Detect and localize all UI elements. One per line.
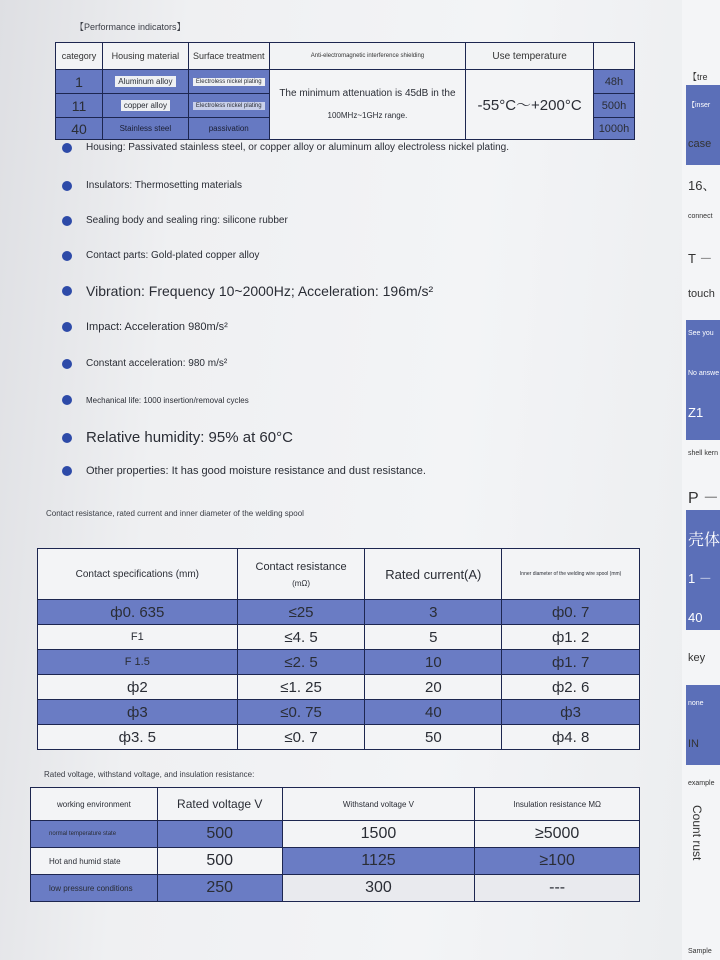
adjacent-band [686,685,720,765]
bullet-dot-icon [62,359,72,369]
cell-shielding: The minimum attenuation is 45dB in the 100MHz~1GHz range. [269,70,466,140]
cell-rated: 250 [157,875,282,902]
bullet-humidity: Relative humidity: 95% at 60°C [62,429,293,446]
cell-category: 11 [56,94,103,118]
bullet-impact: Impact: Acceleration 980m/s² [62,321,228,333]
cell-current: 3 [365,600,502,625]
cell-category: 40 [56,118,103,140]
header-diameter: Inner diameter of the welding wire spool (mm) [502,549,640,600]
contact-title: Contact resistance, rated current and inner diameter of the welding spool [46,509,304,518]
adjacent-text: T － [688,251,713,266]
adjacent-text: example [688,780,715,787]
table-row [38,675,640,700]
table-row [38,725,640,750]
header-housing: Housing material [102,43,188,70]
cell-insulation: --- [475,875,640,902]
cell-diameter: ф4. 8 [502,725,640,750]
cell-spec: ф0. 635 [38,600,238,625]
table-row [31,875,640,902]
cell-resistance: ≤25 [237,600,365,625]
header-withstand: Withstand voltage V [282,788,475,821]
bullet-dot-icon [62,216,72,226]
cell-life: 500h [593,94,634,118]
table-row [38,700,640,725]
table-row [38,625,640,650]
table-row [56,70,635,94]
contact-table [37,548,640,750]
performance-header-row [56,43,635,70]
bullet-dot-icon [62,143,72,153]
header-surface: Surface treatment [188,43,269,70]
cell-diameter: ф2. 6 [502,675,640,700]
table-row [38,600,640,625]
cell-spec: ф3 [38,700,238,725]
adjacent-text: Sample [688,948,712,955]
cell-environment: normal temperature state [31,821,158,848]
header-shielding: Anti-electromagnetic interference shielding [269,43,466,70]
header-category: category [56,43,103,70]
header-rated: Rated voltage V [157,788,282,821]
adjacent-text: shell kern [688,450,718,457]
adjacent-band [686,320,720,440]
cell-current: 50 [365,725,502,750]
bullet-dot-icon [62,251,72,261]
cell-diameter: ф1. 2 [502,625,640,650]
cell-current: 10 [365,650,502,675]
header-temperature: Use temperature [466,43,594,70]
cell-housing: Stainless steel [102,118,188,140]
adjacent-text: 【tre [688,72,708,82]
cell-environment: Hot and humid state [31,848,158,875]
adjacent-text: 40 [688,610,703,625]
adjacent-text: 【inser [688,102,711,109]
cell-surface: passivation [188,118,269,140]
adjacent-text: Z1 [688,405,704,420]
voltage-header-row [31,788,640,821]
performance-table [55,42,635,140]
bullet-other: Other properties: It has good moisture resistance and dust resistance. [62,465,426,477]
cell-resistance: ≤0. 7 [237,725,365,750]
cell-life: 1000h [593,118,634,140]
cell-withstand: 300 [282,875,475,902]
cell-insulation: ≥100 [475,848,640,875]
table-row [31,848,640,875]
adjacent-text: connect [688,213,713,220]
bullet-sealing: Sealing body and sealing ring: silicone rubber [62,215,288,226]
cell-life: 48h [593,70,634,94]
cell-diameter: ф3 [502,700,640,725]
bullet-dot-icon [62,433,72,443]
adjacent-text: key [688,652,706,664]
adjacent-text: 1 － [688,571,712,586]
cell-spec: ф3. 5 [38,725,238,750]
bullet-dot-icon [62,466,72,476]
adjacent-text: No answe [688,370,720,377]
cell-withstand: 1125 [282,848,475,875]
header-current: Rated current(A) [365,549,502,600]
cell-rated: 500 [157,821,282,848]
adjacent-text: case [688,138,712,150]
cell-temperature: -55°C～+200°C [466,70,594,140]
bullet-dot-icon [62,286,72,296]
cell-spec: F1 [38,625,238,650]
header-life [593,43,634,70]
cell-environment: low pressure conditions [31,875,158,902]
bullet-dot-icon [62,395,72,405]
adjacent-text: See you [688,330,714,337]
cell-housing: copper alloy [102,94,188,118]
cell-diameter: ф0. 7 [502,600,640,625]
adjacent-band [686,85,720,165]
cell-spec: F 1.5 [38,650,238,675]
header-insulation: Insulation resistance MΩ [475,788,640,821]
bullet-mechanical-life: Mechanical life: 1000 insertion/removal cycles [62,395,249,405]
cell-current: 20 [365,675,502,700]
adjacent-text: 16、 [688,178,716,193]
cell-diameter: ф1. 7 [502,650,640,675]
cell-insulation: ≥5000 [475,821,640,848]
cell-spec: ф2 [38,675,238,700]
bullet-dot-icon [62,181,72,191]
cell-housing: Aluminum alloy [102,70,188,94]
cell-current: 40 [365,700,502,725]
header-resistance: Contact resistance (mΩ) [237,549,365,600]
cell-rated: 500 [157,848,282,875]
cell-withstand: 1500 [282,821,475,848]
bullet-housing: Housing: Passivated stainless steel, or copper alloy or aluminum alloy electroless nickel plating. [62,142,509,153]
voltage-table [30,787,640,902]
adjacent-text: 壳体 [688,532,720,549]
header-environment: working environment [31,788,158,821]
adjacent-page [682,0,720,960]
bullet-contact-parts: Contact parts: Gold-plated copper alloy [62,250,259,261]
cell-surface: Electroless nickel plating [188,94,269,118]
adjacent-vertical-text: Count rust [690,805,704,861]
cell-resistance: ≤0. 75 [237,700,365,725]
adjacent-text: P － [688,490,719,507]
contact-header-row [38,549,640,600]
table-row [31,821,640,848]
cell-resistance: ≤1. 25 [237,675,365,700]
cell-resistance: ≤2. 5 [237,650,365,675]
cell-category: 1 [56,70,103,94]
voltage-title: Rated voltage, withstand voltage, and insulation resistance: [44,770,255,779]
cell-surface: Electroless nickel plating [188,70,269,94]
performance-title: 【Performance indicators】 [75,22,186,32]
bullet-constant-acceleration: Constant acceleration: 980 m/s² [62,358,227,369]
cell-current: 5 [365,625,502,650]
bullet-insulators: Insulators: Thermosetting materials [62,180,242,191]
adjacent-text: none [688,700,704,707]
table-row [38,650,640,675]
bullet-vibration: Vibration: Frequency 10~2000Hz; Acceleration: 196m/s² [62,283,433,299]
adjacent-text: touch [688,288,715,300]
adjacent-text: IN [688,738,699,750]
header-spec: Contact specifications (mm) [38,549,238,600]
bullet-dot-icon [62,322,72,332]
cell-resistance: ≤4. 5 [237,625,365,650]
